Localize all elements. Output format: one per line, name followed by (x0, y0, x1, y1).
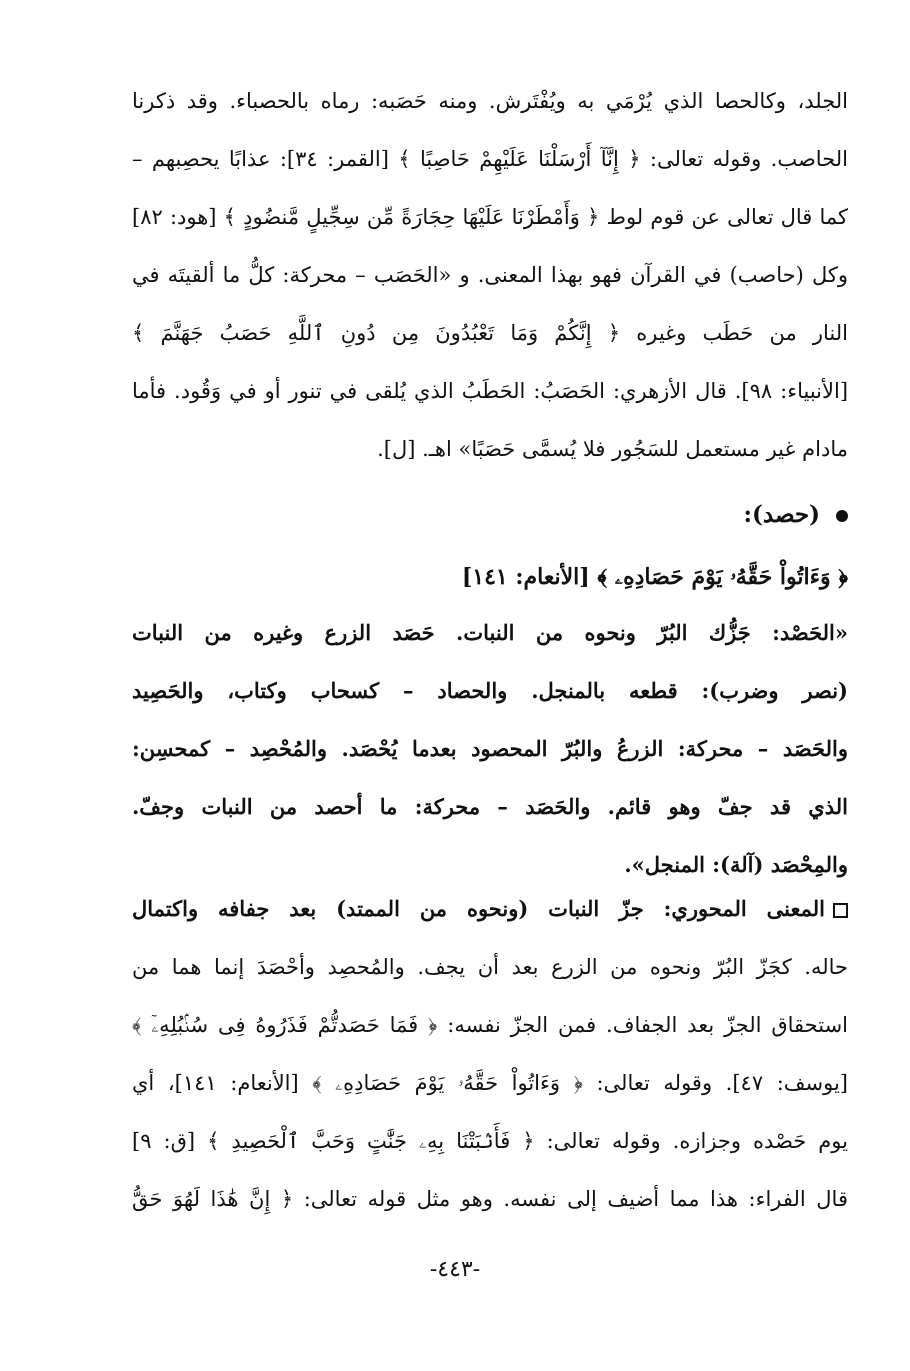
text-line: كما قال تعالى عن قوم لوط ﴿ وَأَمْطَرْنَا عَلَيْهَا حِجَارَةً مِّن سِجِّيلٍ مَّنضُودٍ ﴾ [هود: ٨٢] (132, 205, 848, 229)
meaning-paragraph (132, 880, 848, 1228)
entry-heading (132, 488, 848, 542)
entry-heading-text: (حصد): (743, 501, 820, 528)
text-line: قال الفراء: هذا مما أضيف إلى نفسه. وهو مثل قوله تعالى: ﴿ إِنَّ هَٰذَا لَهُوَ حَقُّ (132, 1187, 848, 1211)
text-line: النار من حَطَب وغيره ﴿ إِنَّكُمْ وَمَا تَعْبُدُونَ مِن دُونِ ٱللَّهِ حَصَبُ جَهَنَّمَ ﴾ (132, 321, 848, 345)
page-number: -٤٤٣- (429, 1257, 481, 1282)
square-box-icon (833, 903, 848, 918)
text-line: مادام غير مستعمل للسَجُور فلا يُسمَّى حَصَبًا» اهـ. [ل]. (377, 437, 848, 461)
text-line: حاله. كجَزّ البُرّ ونحوه من الزرع بعد أن يجف. والمُحصِد وأحْصَدَ إنما هما من (132, 955, 848, 979)
meaning-first-line: المعنى المحوري: جزّ النبات (ونحوه من الممتد) بعد جفافه واكتمال (132, 896, 825, 921)
verse-text: ﴿ وَءَاتُواْ حَقَّهُۥ يَوْمَ حَصَادِهِۦ ﴾ [الأنعام: ١٤١] (461, 564, 848, 590)
text-line: والمِحْصَد (آلة): المنجل». (624, 852, 848, 877)
text-line: [الأنبياء: ٩٨]. قال الأزهري: الحَصَبُ: الحَطَبُ الذي يُلقى في تنور أو في وَقُود. فأما (132, 379, 848, 403)
text-line: الجلد، وكالحصا الذي يُرْمَي به ويُفْتَرش. ومنه حَصَبه: رماه بالحصباء. وقد ذكرنا (132, 89, 848, 113)
text-line: (نصر وضرب): قطعه بالمنجل. والحصاد – كسحاب وكتاب، والحَصِيد (132, 678, 848, 703)
text-line: استحقاق الجزّ بعد الجفاف. فمن الجزّ نفسه: ﴿ فَمَا حَصَدتُّمْ فَذَرُوهُ فِى سُنۢبُلِهِۦٓ ﴾ (132, 1013, 848, 1037)
quran-verse (132, 550, 848, 604)
text-line: والحَصَد – محركة: الزرعُ والبُرّ المحصود بعدما يُحْصَد. والمُحْصِد – كمحسِن: (132, 736, 848, 761)
text-line: الذي قد جفّ وهو قائم. والحَصَد – محركة: ما أحصد من النبات وجفّ. (132, 794, 848, 819)
intro-paragraph (132, 72, 848, 478)
text-line: «الحَصْد: جَزُّك البُرّ ونحوه من النبات. حَصَد الزرع وغيره من النبات (132, 620, 848, 645)
text-line: وكل (حاصب) في القرآن فهو بهذا المعنى. و «الحَصَب – محركة: كلُّ ما ألقيتَه في (132, 263, 848, 287)
definition-paragraph (132, 604, 848, 894)
text-line: يوم حَصْده وجزازه. وقوله تعالى: ﴿ فَأَنۢبَتْنَا بِهِۦ جَنَّٰتٍ وَحَبَّ ٱلْحَصِيدِ ﴾ [ق: ٩] (132, 1129, 848, 1153)
bullet-icon (836, 510, 848, 522)
text-line: [يوسف: ٤٧]. وقوله تعالى: ﴿ وَءَاتُواْ حَقَّهُۥ يَوْمَ حَصَادِهِۦ ﴾ [الأنعام: ١٤١]، أي (132, 1071, 848, 1095)
text-line: الحاصب. وقوله تعالى: ﴿ إِنَّآ أَرْسَلْنَا عَلَيْهِمْ حَاصِبًا ﴾ [القمر: ٣٤]: عذابًا يحصِبهم – (132, 147, 848, 171)
